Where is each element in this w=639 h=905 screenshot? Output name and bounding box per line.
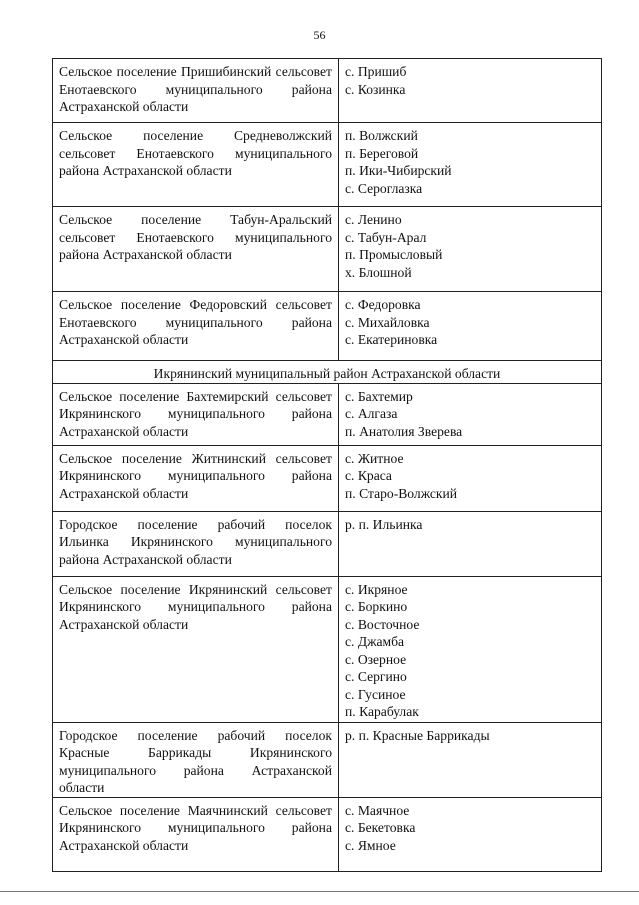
settlement-name: Сельское поселение Табун-Аральский сельсовет Енотаевского муниципального района Астраханской области <box>53 207 339 292</box>
settlement-name: Сельское поселение Федоровский сельсовет Енотаевского муниципального района Астраханской области <box>53 292 339 361</box>
table-row <box>53 722 602 797</box>
locality-item: п. Старо-Волжский <box>345 485 458 501</box>
settlement-name: Городское поселение рабочий поселок Ильинка Икрянинского муниципального района Астраханской области <box>53 511 339 576</box>
localities-cell <box>339 445 602 511</box>
localities-cell <box>339 511 602 576</box>
locality-item: х. Блошной <box>345 264 412 280</box>
localities-cell <box>339 383 602 445</box>
localities-cell <box>339 797 602 871</box>
locality-item: р. п. Ильинка <box>345 516 423 532</box>
settlement-name: Городское поселение рабочий поселок Красные Баррикады Икрянинского муниципального района Астраханской области <box>53 722 339 797</box>
locality-item: с. Краса <box>345 468 392 483</box>
settlements-table <box>52 58 602 872</box>
locality-item: п. Ики-Чибирский <box>345 163 452 178</box>
locality-item: п. Промысловый <box>345 247 443 262</box>
locality-item: с. Озерное <box>345 651 407 667</box>
locality-item: с. Житное <box>345 450 404 466</box>
locality-item: с. Сероглазка <box>345 180 423 196</box>
locality-item: с. Икряное <box>345 581 408 597</box>
locality-item: с. Ленино <box>345 212 402 227</box>
table-row <box>53 797 602 871</box>
locality-item: с. Пришиб <box>345 64 407 79</box>
locality-item: с. Бахтемир <box>345 388 413 404</box>
table-body <box>53 59 602 872</box>
locality-item: с. Екатериновка <box>345 332 438 347</box>
localities-cell <box>339 722 602 797</box>
locality-item: р. п. Красные Баррикады <box>345 727 490 743</box>
table-row <box>53 511 602 576</box>
table-row <box>53 59 602 123</box>
locality-item: с. Маячное <box>345 802 410 818</box>
settlement-name: Сельское поселение Бахтемирский сельсовет Икрянинского муниципального района Астраханской области <box>53 383 339 445</box>
settlement-name: Сельское поселение Пришибинский сельсовет Енотаевского муниципального района Астраханской области <box>53 59 339 123</box>
locality-item: п. Береговой <box>345 145 419 161</box>
locality-item: п. Карабулак <box>345 704 419 719</box>
settlement-name: Сельское поселение Средневолжский сельсовет Енотаевского муниципального района Астраханской области <box>53 123 339 207</box>
locality-item: с. Гусиное <box>345 686 406 702</box>
localities-cell <box>339 207 602 292</box>
table-row <box>53 123 602 207</box>
locality-item: с. Алгаза <box>345 406 398 421</box>
locality-item: с. Михайловка <box>345 314 430 330</box>
district-name: Икрянинский муниципальный район Астраханской области <box>53 361 602 384</box>
locality-item: с. Джамба <box>345 634 405 649</box>
footer-divider <box>0 891 639 892</box>
locality-item: с. Восточное <box>345 616 420 632</box>
table-row <box>53 207 602 292</box>
localities-cell <box>339 59 602 123</box>
locality-item: п. Анатолия Зверева <box>345 423 463 439</box>
table-row <box>53 576 602 722</box>
locality-item: с. Федоровка <box>345 297 421 312</box>
table-row <box>53 383 602 445</box>
page-number: 56 <box>313 28 326 42</box>
localities-cell <box>339 292 602 361</box>
settlement-name: Сельское поселение Житнинский сельсовет Икрянинского муниципального района Астраханской области <box>53 445 339 511</box>
locality-item: с. Боркино <box>345 599 408 614</box>
table-row <box>53 445 602 511</box>
locality-item: с. Ямное <box>345 837 396 853</box>
locality-item: п. Волжский <box>345 128 418 143</box>
locality-item: с. Табун-Арал <box>345 229 427 245</box>
settlement-name: Сельское поселение Маячнинский сельсовет Икрянинского муниципального района Астраханской области <box>53 797 339 871</box>
locality-item: с. Козинка <box>345 81 406 97</box>
localities-cell <box>339 576 602 722</box>
settlement-name: Сельское поселение Икрянинский сельсовет Икрянинского муниципального района Астраханской области <box>53 576 339 722</box>
table-row <box>53 292 602 361</box>
locality-item: с. Сергино <box>345 669 407 684</box>
locality-item: с. Бекетовка <box>345 820 416 835</box>
localities-cell <box>339 123 602 207</box>
district-header-row <box>53 361 602 384</box>
